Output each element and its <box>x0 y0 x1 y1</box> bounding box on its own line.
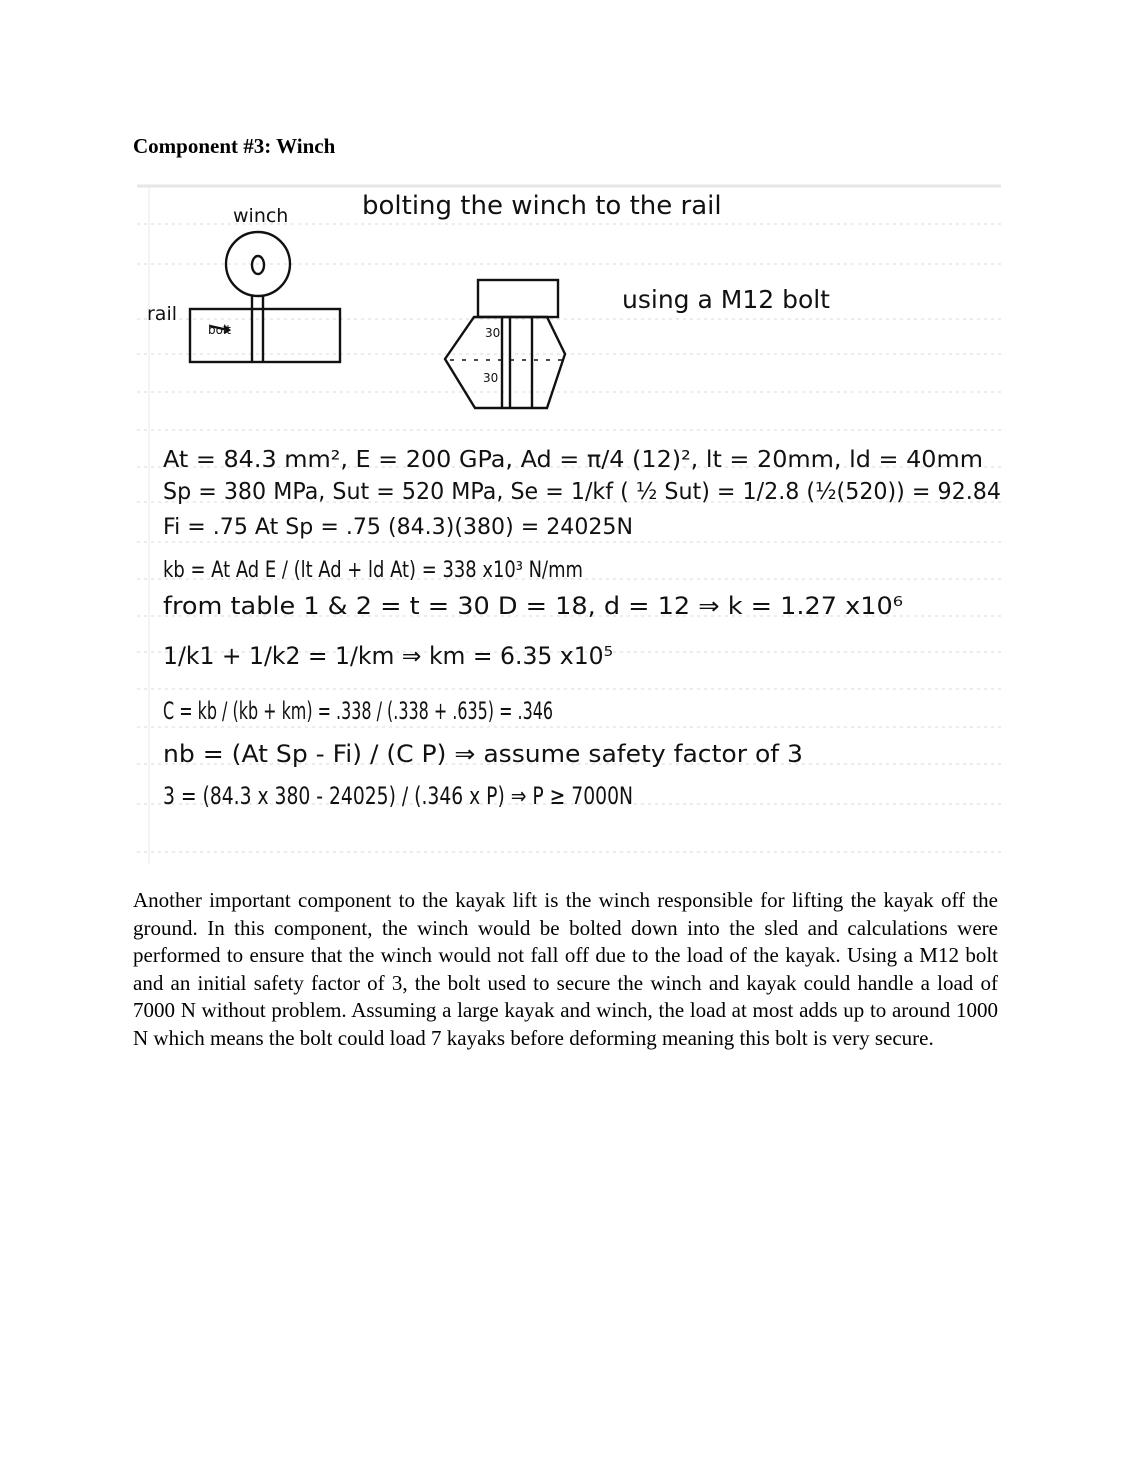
calc-line-1: At = 84.3 mm², E = 200 GPa, Ad = π/4 (12)², lt = 20mm, ld = 40mm <box>163 447 983 473</box>
calc-line-6: 1/k1 + 1/k2 = 1/km ⇒ km = 6.35 x10⁵ <box>163 642 613 670</box>
calc-line-3: Fi = .75 At Sp = .75 (84.3)(380) = 24025N <box>163 515 633 540</box>
bolt-nut-sketch <box>445 280 565 408</box>
bolt-label: bolt <box>208 323 231 337</box>
calc-line-5: from table 1 & 2 = t = 30 D = 18, d = 12 ⇒ k = 1.27 x10⁶ <box>163 592 903 620</box>
calc-line-4: kb = At Ad E / (lt Ad + ld At) = 338 x10³ N/mm <box>163 558 583 583</box>
body-paragraph: Another important component to the kayak lift is the winch responsible for lifting the kayak off the ground. In this component, the winch would be bolted down into the sled and calculations were performed to ensure that the winch would not fall off due to the load of the kayak. Using a M12 bolt and an initial safety factor of 3, the bolt used to secure the winch and kayak could handle a load of 7000 N without problem. Assuming a large kayak and winch, the load at most adds up to around 1000 N which means the bolt could load 7 kayaks before deforming meaning this bolt is very secure. <box>133 888 998 1050</box>
dimension-lower: 30 <box>483 371 499 385</box>
page-heading: Component #3: Winch <box>133 134 336 158</box>
notes-svg <box>137 184 1001 864</box>
notes-title: bolting the winch to the rail <box>362 191 722 221</box>
calc-line-7: C = kb / (kb + km) = .338 / (.338 + .635) = .346 <box>163 697 553 725</box>
winch-sketch <box>190 232 340 362</box>
handwritten-notes-image <box>137 184 1001 864</box>
calc-line-8: nb = (At Sp - Fi) / (C P) ⇒ assume safety factor of 3 <box>163 740 803 768</box>
rail-label: rail <box>147 303 178 325</box>
calc-line-9: 3 = (84.3 x 380 - 24025) / (.346 x P) ⇒ P ≥ 7000N <box>163 782 633 810</box>
winch-label: winch <box>233 205 289 227</box>
dimension-upper: 30 <box>485 326 501 340</box>
using-bolt-text: using a M12 bolt <box>622 285 830 314</box>
calc-line-2: Sp = 380 MPa, Sut = 520 MPa, Se = 1/kf ( ½ Sut) = 1/2.8 (½(520)) = 92.84 <box>163 479 1001 505</box>
